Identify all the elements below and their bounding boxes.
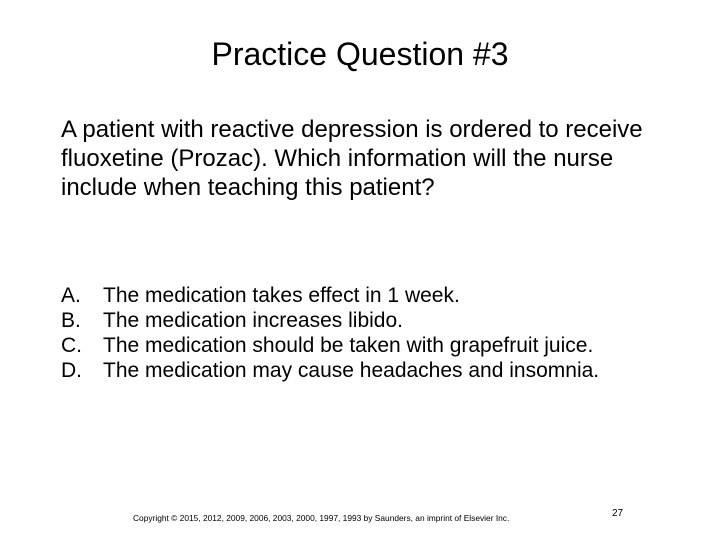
option-text: The medication should be taken with grapefruit juice. [103, 334, 594, 357]
slide-title: Practice Question #3 [211, 36, 509, 72]
answer-option-b [61, 308, 681, 333]
copyright-notice: Copyright © 2015, 2012, 2009, 2006, 2003, 2000, 1997, 1993 by Saunders, an imprint of Elsevier Inc. [133, 513, 510, 523]
option-text: The medication increases libido. [103, 309, 403, 332]
answer-option-c [61, 333, 681, 358]
option-text: The medication may cause headaches and insomnia. [103, 359, 600, 382]
option-letter: A. [61, 284, 81, 307]
page-number: 27 [612, 508, 624, 519]
option-text: The medication takes effect in 1 week. [103, 284, 460, 307]
option-letter: B. [61, 309, 81, 332]
answer-option-d [61, 358, 681, 383]
answer-options [61, 283, 681, 383]
answer-option-a [61, 283, 681, 308]
option-letter: C. [61, 334, 82, 357]
question-text: A patient with reactive depression is ordered to receive fluoxetine (Prozac). Which information will the nurse include when teaching this patient? [61, 116, 643, 201]
option-letter: D. [61, 359, 82, 382]
